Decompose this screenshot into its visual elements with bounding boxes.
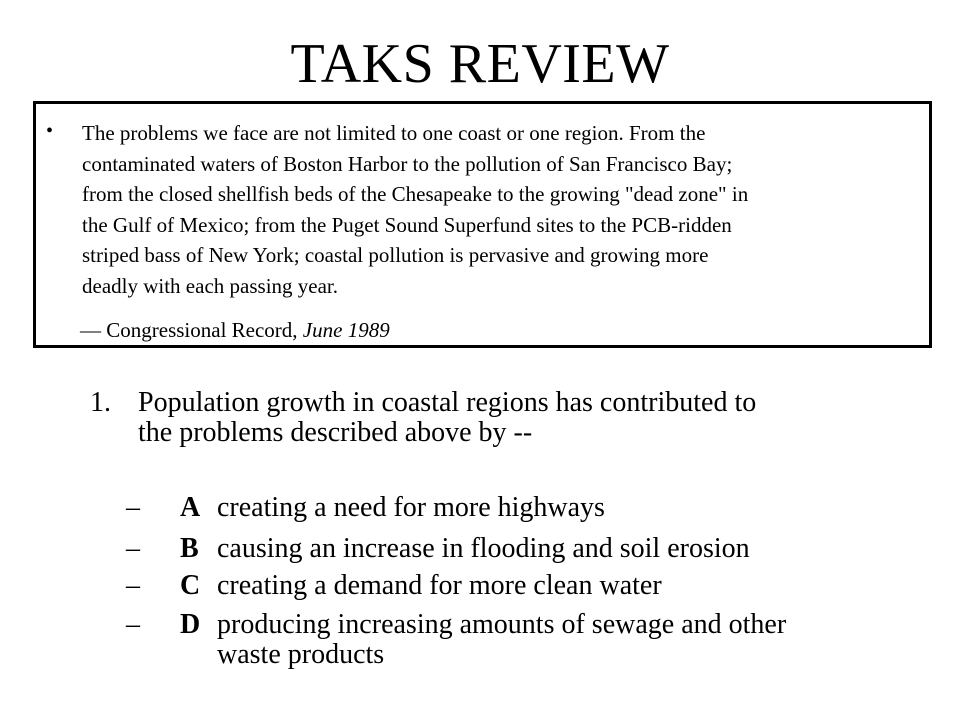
choice-letter: A [180, 492, 201, 523]
slide-title: TAKS REVIEW [290, 33, 670, 95]
question-number: 1. [90, 387, 111, 418]
choice-text: creating a need for more highways [217, 492, 605, 523]
dash-bullet: – [126, 570, 140, 601]
quote-box [33, 101, 932, 348]
choice-text: causing an increase in flooding and soil erosion [217, 533, 750, 564]
quote-source-date: June 1989 [302, 318, 390, 342]
choice-letter: B [180, 533, 199, 564]
dash-bullet: – [126, 533, 140, 564]
choice-letter: D [180, 609, 201, 640]
question-stem: Population growth in coastal regions has contributed to the problems described above by -- [138, 387, 757, 448]
choice-text: producing increasing amounts of sewage and other waste products [217, 609, 787, 670]
quote-source-prefix: — Congressional Record, [80, 318, 303, 342]
quote-text: The problems we face are not limited to one coast or one region. From the contaminated waters of Boston Harbor to the pollution of San Francisco Bay; from the closed shellfish beds of the Chesapeake to the growing "dead zone" in the Gulf of Mexico; from the Puget Sound Superfund sites to the PCB-ridden striped bass of New York; coastal pollution is pervasive and growing more deadly with each passing year. [82, 121, 749, 298]
dash-bullet: – [126, 492, 140, 523]
quote-source [80, 315, 390, 345]
choice-letter: C [180, 570, 201, 601]
choice-text: creating a demand for more clean water [217, 570, 662, 601]
bullet-icon: • [46, 120, 54, 142]
dash-bullet: – [126, 609, 140, 640]
